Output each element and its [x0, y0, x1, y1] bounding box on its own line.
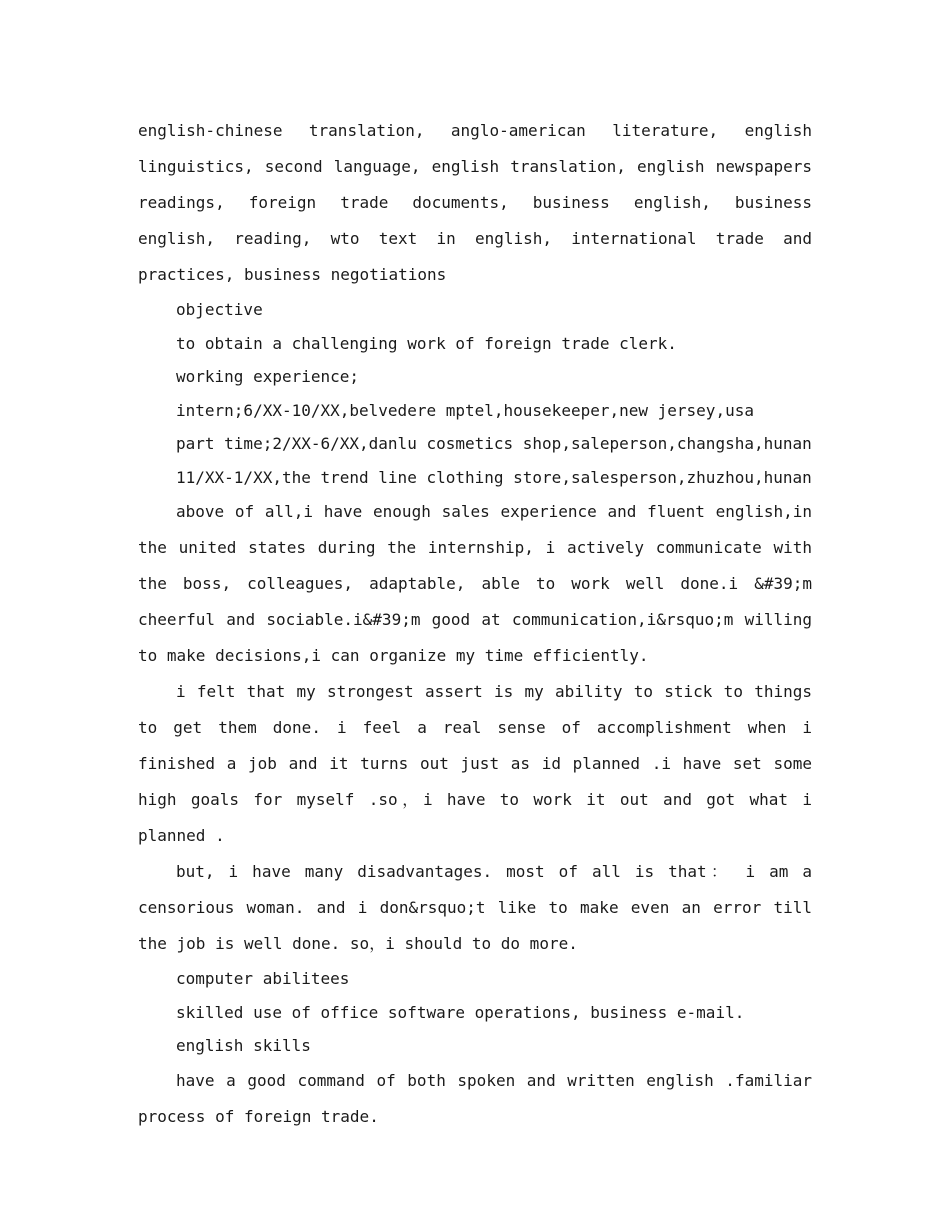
self-assessment-paragraph: above of all,i have enough sales experience and fluent english,in the united states during the internship, i actively communicate with the boss, colleagues, adaptable, able to work well done.i &#39;m cheerful and sociable.i&#39;m good at communication,i&rsquo;m willing to make decisions,i can organize my time efficiently.	[138, 502, 812, 665]
objective-heading: objective	[176, 300, 263, 319]
self-assessment-paragraph: i felt that my strongest assert is my ability to stick to things to get them done. i feel a real sense of accomplishment when i finished a job and it turns out just as id planned .i have set some high goals for myself .so，i have to work it out and got what i planned .	[138, 682, 812, 845]
computer-text: skilled use of office software operations, business e-mail.	[176, 1002, 745, 1022]
objective-text: to obtain a challenging work of foreign trade clerk.	[176, 333, 677, 353]
experience-item: intern;6/XX-10/XX,belvedere mptel,housekeeper,new jersey,usa	[176, 400, 754, 420]
experience-item: part time;2/XX-6/XX,danlu cosmetics shop,saleperson,changsha,hunan	[176, 434, 812, 453]
courses-paragraph: english-chinese translation, anglo-american literature, english linguistics, second language, english translation, english newspapers readings, foreign trade documents, business english, business english, reading, wto text in english, international trade and practices, business negotiations	[138, 121, 812, 284]
computer-heading: computer abilitees	[176, 969, 350, 988]
experience-item: 11/XX-1/XX,the trend line clothing store,salesperson,zhuzhou,hunan	[176, 467, 812, 487]
english-heading: english skills	[176, 1036, 311, 1055]
document-body	[138, 113, 812, 1135]
self-assessment-paragraph: but, i have many disadvantages. most of all is that： i am a censorious woman. and i don&rsquo;t like to make even an error till the job is well done. so，i should to do more.	[138, 862, 813, 953]
experience-heading: working experience;	[176, 367, 360, 386]
english-skills-paragraph: have a good command of both spoken and written english .familiar process of foreign trade.	[138, 1070, 812, 1126]
